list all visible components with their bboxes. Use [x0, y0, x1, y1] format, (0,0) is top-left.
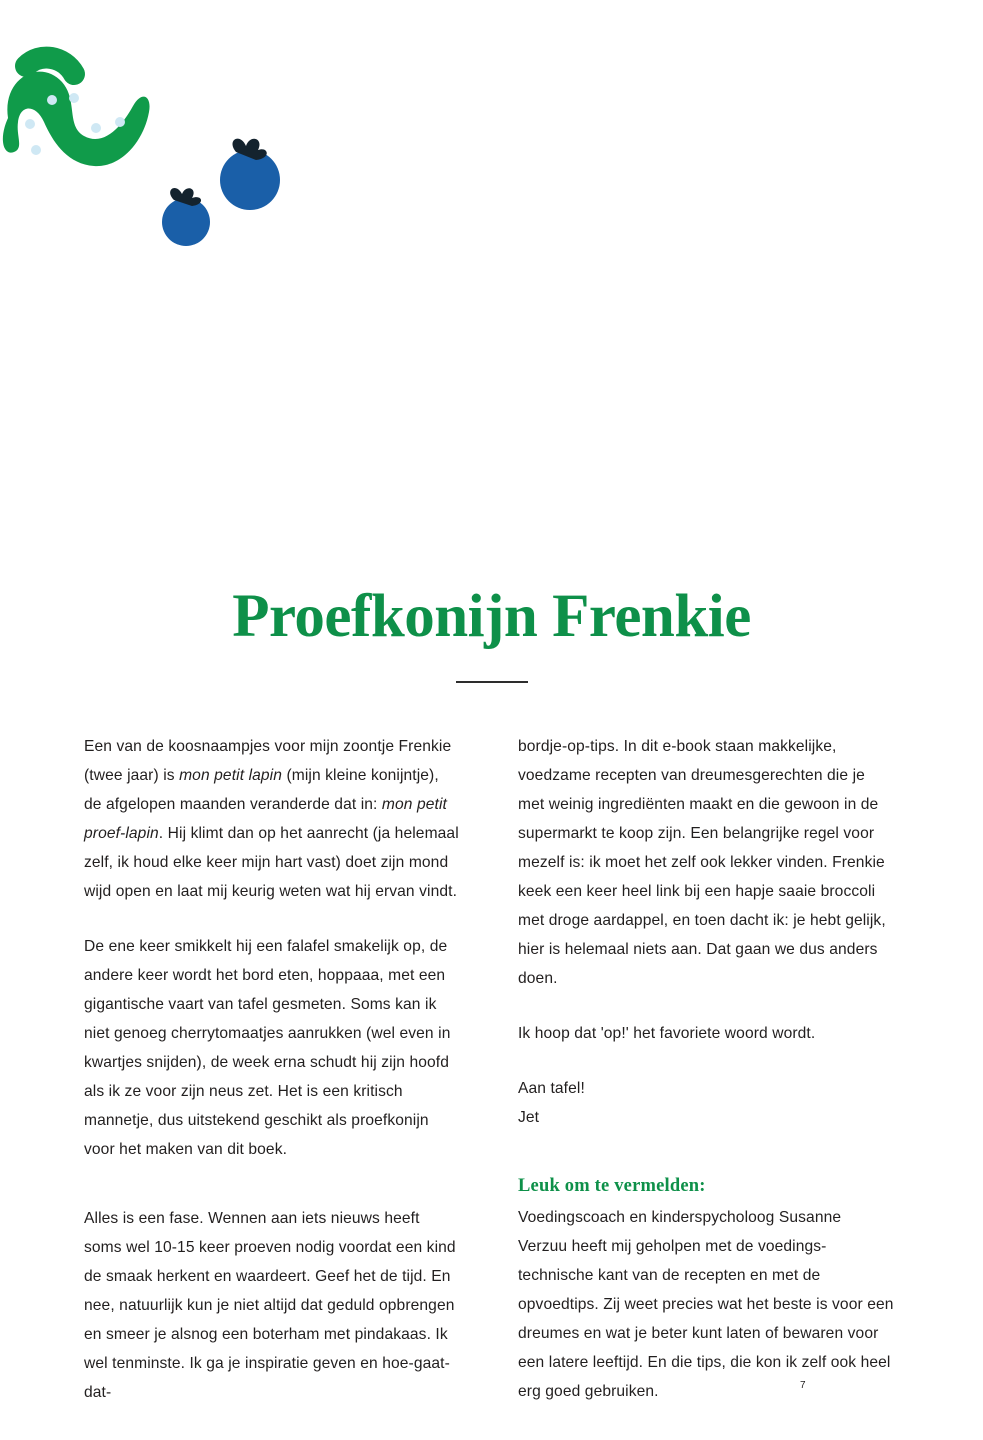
- paragraph-tasting: De ene keer smikkelt hij een falafel smakelijk op, de andere keer wordt het bord eten, hoppaaa, met een gigantische vaart van tafel gesmeten. Soms kan ik niet genoeg cherrytomaatjes aanrukken (wel even in kwartjes snijden), de week erna schudt hij zijn hoofd als ik ze voor zijn neus zet. Het is een kritisch mannetje, dus uitstekend geschikt als proefkonijn voor het maken van dit boek.: [84, 938, 451, 1158]
- column-spacer: [84, 1190, 460, 1204]
- signoff-line-2: Jet: [518, 1109, 540, 1126]
- signoff: [518, 1074, 894, 1132]
- column-spacer-2: [518, 1158, 894, 1172]
- title-divider: [456, 681, 528, 683]
- signoff-line-1: Aan tafel!: [518, 1080, 585, 1097]
- decorative-illustration: [0, 0, 330, 300]
- page-number: 7: [800, 1380, 806, 1391]
- blue-berry-large: [220, 139, 280, 210]
- section-heading-mention: Leuk om te vermelden:: [518, 1176, 706, 1196]
- right-column: [518, 732, 894, 1407]
- paragraph-mention: Voedingscoach en kinderspycholoog Susanne Verzuu heeft mij geholpen met de voedings-technische kant van de recepten en met de opvoedtips. Zij weet precies wat het beste is voor een dreumes en wat je beter kunt laten of bewaren voor een latere leeftijd. En die tips, die kon ik zelf ook heel erg goed gebruiken.: [518, 1209, 894, 1400]
- paragraph-hope: Ik hoop dat 'op!' het favoriete woord wordt.: [518, 1025, 816, 1042]
- page-title: Proefkonijn Frenkie: [232, 583, 751, 650]
- blue-berry-small: [162, 188, 210, 246]
- paragraph-ebook: bordje-op-tips. In dit e-book staan makkelijke, voedzame recepten van dreumesgerechten die je met weinig ingrediënten maakt en die gewoon in de supermarkt te koop zijn. Een belangrijke regel voor mezelf is: ik moet het zelf ook lekker vinden. Frenkie keek een keer heel link bij een hapje saaie broccoli met droge aardappel, en toen dacht ik: je hebt gelijk, hier is helemaal niets aan. Dat gaan we dus anders doen.: [518, 738, 886, 987]
- paragraph-intro-part-c: . Hij klimt dan op het aanrecht (ja helemaal zelf, ik houd elke keer mijn hart vast) doet zijn mond wijd open en laat mij keurig weten wat hij ervan vindt.: [84, 825, 459, 900]
- green-caterpillar: [3, 58, 150, 167]
- left-column: [84, 732, 460, 1407]
- paragraph-phase: Alles is een fase. Wennen aan iets nieuws heeft soms wel 10-15 keer proeven nodig voordat een kind de smaak herkent en waardeert. Geef het de tijd. En nee, natuurlijk kun je niet altijd dat geduld opbrengen en smeer je alsnog een boterham met pindakaas. Ik wel tenminste. Ik ga je inspiratie geven en hoe-gaat-dat-: [84, 1210, 456, 1401]
- paragraph-intro-part-b: (mijn kleine konijntje), de afgelopen maanden veranderde dat in:: [84, 767, 439, 813]
- paragraph-intro-emphasis-2: mon petit proef-lapin: [84, 796, 447, 842]
- paragraph-intro: [84, 732, 460, 906]
- article-body: [84, 732, 894, 1407]
- paragraph-intro-emphasis-1: mon petit lapin: [179, 767, 283, 784]
- paragraph-intro-part-a: Een van de koosnaampjes voor mijn zoontje Frenkie (twee jaar) is: [84, 738, 452, 784]
- title-block: [0, 585, 983, 683]
